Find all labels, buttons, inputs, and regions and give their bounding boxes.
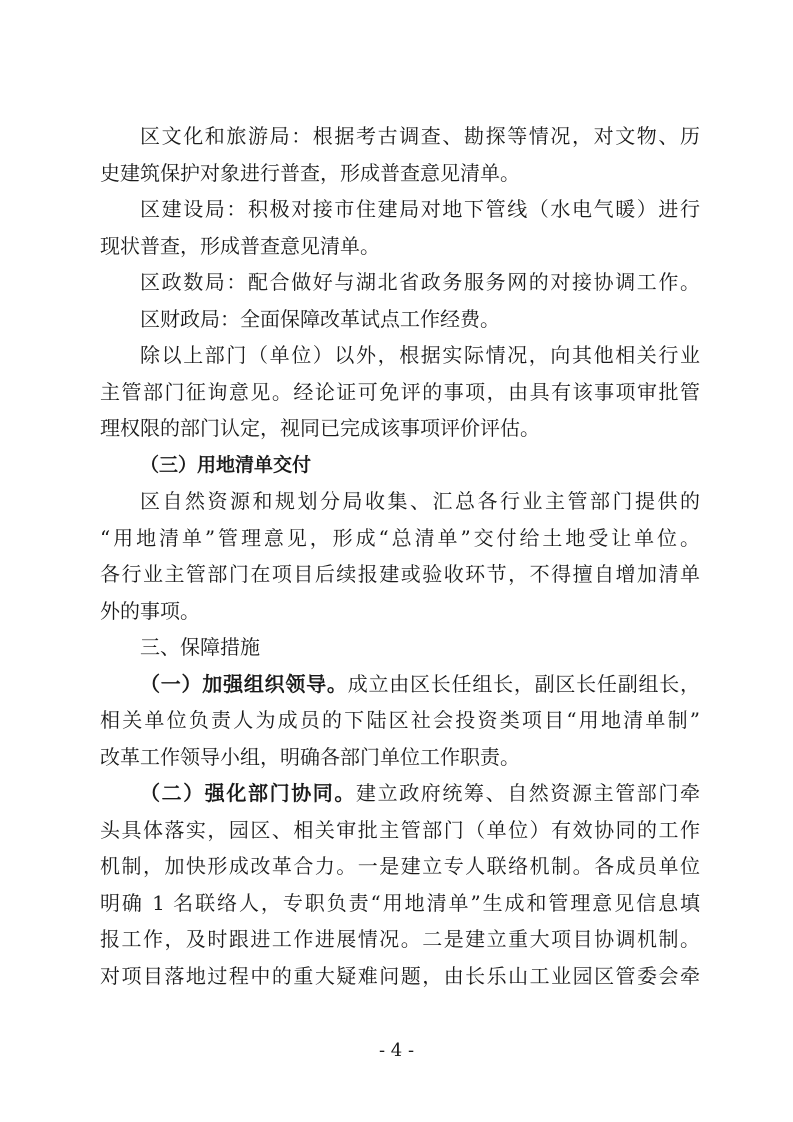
paragraph-coordination-lead: （二）强化部门协同。	[140, 781, 356, 805]
paragraph-coordination-line-3: 机制，加快形成改革合力。一是建立专人联络机制。各成员单位	[100, 854, 700, 878]
paragraph-others-line-1: 除以上部门（单位）以外，根据实际情况，向其他相关行业	[140, 343, 700, 367]
paragraph-leadership-line-2: 相关单位负责人为成员的下陆区社会投资类项目“用地清单制”	[100, 708, 700, 732]
section-heading-measures: 三、保障措施	[140, 635, 260, 659]
paragraph-leadership-line-3: 改革工作领导小组，明确各部门单位工作职责。	[100, 744, 520, 769]
paragraph-coordination-line-2: 头具体落实，园区、相关审批主管部门（单位）有效协同的工作	[100, 817, 700, 842]
paragraph-coordination-text-1: 建立政府统筹、自然资源主管部门牵	[356, 781, 700, 805]
paragraph-others-line-2: 主管部门征询意见。经论证可免评的事项，由具有该事项审批管	[100, 379, 700, 404]
paragraph-delivery-line-4: 外的事项。	[100, 598, 200, 623]
paragraph-culture-line-2: 史建筑保护对象进行普查，形成普查意见清单。	[100, 160, 520, 185]
page-body	[100, 118, 700, 994]
paragraph-construction-line-1: 区建设局：积极对接市住建局对地下管线（水电气暖）进行	[140, 197, 700, 221]
paragraph-coordination-line-1	[100, 775, 700, 812]
paragraph-leadership-text-1: 成立由区长任组长，副区长任副组长，	[347, 671, 700, 696]
paragraph-coordination-line-4: 明确 1 名联络人，专职负责“用地清单”生成和管理意见信息填	[100, 890, 700, 915]
paragraph-construction-line-2: 现状普查，形成普查意见清单。	[100, 233, 380, 258]
page-number: - 4 -	[378, 1040, 415, 1061]
paragraph-delivery-line-1: 区自然资源和规划分局收集、汇总各行业主管部门提供的	[140, 489, 700, 513]
paragraph-delivery-line-3: 各行业主管部门在项目后续报建或验收环节，不得擅自增加清单	[100, 562, 700, 586]
paragraph-coordination-line-5: 报工作，及时跟进工作进展情况。二是建立重大项目协调机制。	[100, 927, 700, 951]
paragraph-others-line-3: 理权限的部门认定，视同已完成该事项评价评估。	[100, 416, 540, 440]
section-heading-delivery: （三）用地清单交付	[140, 453, 312, 476]
paragraph-finance: 区财政局：全面保障改革试点工作经费。	[140, 306, 500, 331]
paragraph-coordination-line-6: 对项目落地过程中的重大疑难问题，由长乐山工业园区管委会牵	[100, 963, 700, 988]
paragraph-gov-data: 区政数局：配合做好与湖北省政务服务网的对接协调工作。	[140, 270, 700, 294]
paragraph-culture-line-1: 区文化和旅游局：根据考古调查、勘探等情况，对文物、历	[140, 124, 700, 148]
paragraph-delivery-line-2: “用地清单”管理意见，形成“总清单”交付给土地受让单位。	[100, 525, 700, 550]
paragraph-leadership-lead: （一）加强组织领导。	[140, 671, 348, 696]
paragraph-leadership-line-1	[100, 666, 700, 703]
